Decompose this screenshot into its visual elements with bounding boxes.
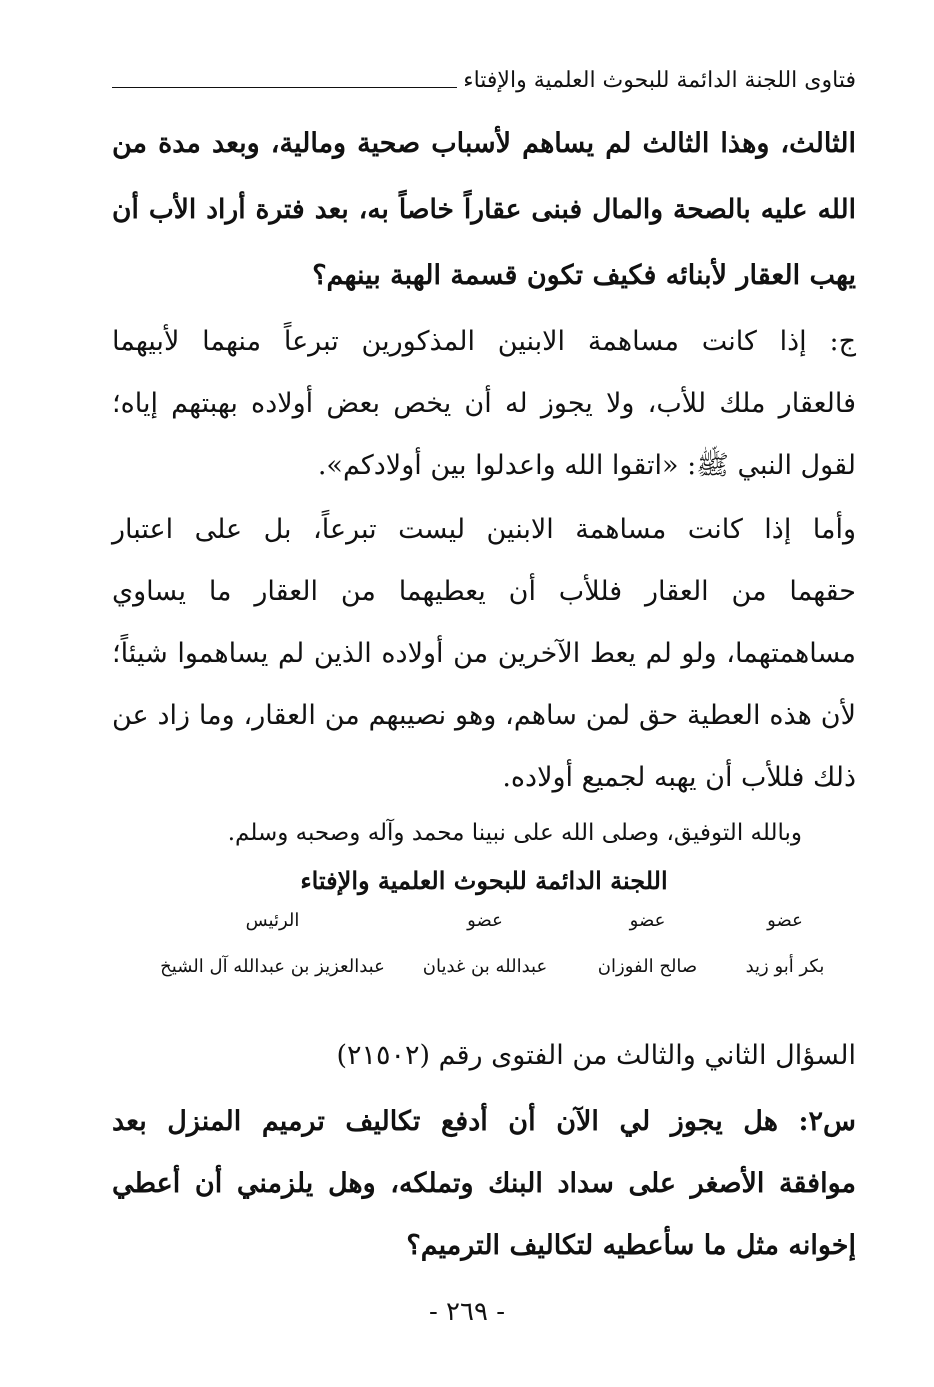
signature-names-row bbox=[140, 954, 840, 980]
signature-name: صالح الفوزان bbox=[597, 956, 698, 977]
question-line-2: الله عليه بالصحة والمال فبنى عقاراً خاصاً به، بعد فترة أراد الأب أن bbox=[112, 194, 856, 225]
signature-name: عبدالله بن غديان bbox=[422, 956, 548, 977]
signature-role: عضو bbox=[629, 910, 666, 931]
question-line-3: يهب العقار لأبنائه فكيف تكون قسمة الهبة بينهم؟ bbox=[312, 260, 856, 291]
next-question-heading: السؤال الثاني والثالث من الفتوى رقم (٢١٥٠٢) bbox=[336, 1040, 856, 1071]
header-rule bbox=[112, 87, 457, 88]
signature-role: الرئيس bbox=[245, 910, 300, 931]
committee-name: اللجنة الدائمة للبحوث العلمية والإفتاء bbox=[300, 866, 668, 895]
closing-prayer: وبالله التوفيق، وصلى الله على نبينا محمد وآله وصحبه وسلم. bbox=[227, 820, 802, 846]
running-header bbox=[112, 66, 856, 96]
running-title: فتاوى اللجنة الدائمة للبحوث العلمية والإفتاء bbox=[463, 68, 856, 93]
signature-name: عبدالعزيز بن عبدالله آل الشيخ bbox=[160, 956, 385, 977]
answer-line-2: فالعقار ملك للأب، ولا يجوز له أن يخص بعض أولاده بهبتهم إياه؛ bbox=[112, 388, 856, 419]
signature-roles-row bbox=[140, 908, 840, 934]
answer-line-3: لقول النبي ﷺ: «اتقوا الله واعدلوا بين أولادكم». bbox=[317, 450, 856, 481]
signature-role: عضو bbox=[467, 910, 503, 931]
next-question-line-3: إخوانه مثل ما سأعطيه لتكاليف الترميم؟ bbox=[406, 1230, 856, 1261]
question-line-1: الثالث، وهذا الثالث لم يساهم لأسباب صحية ومالية، وبعد مدة من bbox=[112, 128, 856, 159]
next-question-line-1: س٢: هل يجوز لي الآن أن أدفع تكاليف ترميم المنزل بعد bbox=[112, 1106, 856, 1137]
answer-line-6: مساهمتهما، ولو لم يعط الآخرين من أولاده الذين لم يساهموا شيئاً؛ bbox=[112, 638, 856, 669]
answer-line-7: لأن هذه العطية حق لمن ساهم، وهو نصيبهم من العقار، وما زاد عن bbox=[112, 700, 856, 731]
signature-role: عضو bbox=[767, 910, 803, 931]
answer-line-8: ذلك فللأب أن يهبه لجميع أولاده. bbox=[502, 762, 856, 793]
page-number: - ٢٦٩ - bbox=[428, 1297, 506, 1327]
next-question-line-2: موافقة الأصغر على سداد البنك وتملكه، وهل يلزمني أن أعطي bbox=[112, 1168, 856, 1199]
answer-line-4: وأما إذا كانت مساهمة الابنين ليست تبرعاً، بل على اعتبار bbox=[112, 514, 856, 545]
signature-name: بكر أبو زيد bbox=[745, 956, 825, 977]
answer-line-1: ج: إذا كانت مساهمة الابنين المذكورين تبرعاً منهما لأبيهما bbox=[112, 326, 856, 357]
answer-line-5: حقهما من العقار فللأب أن يعطيهما من العقار ما يساوي bbox=[112, 576, 856, 607]
